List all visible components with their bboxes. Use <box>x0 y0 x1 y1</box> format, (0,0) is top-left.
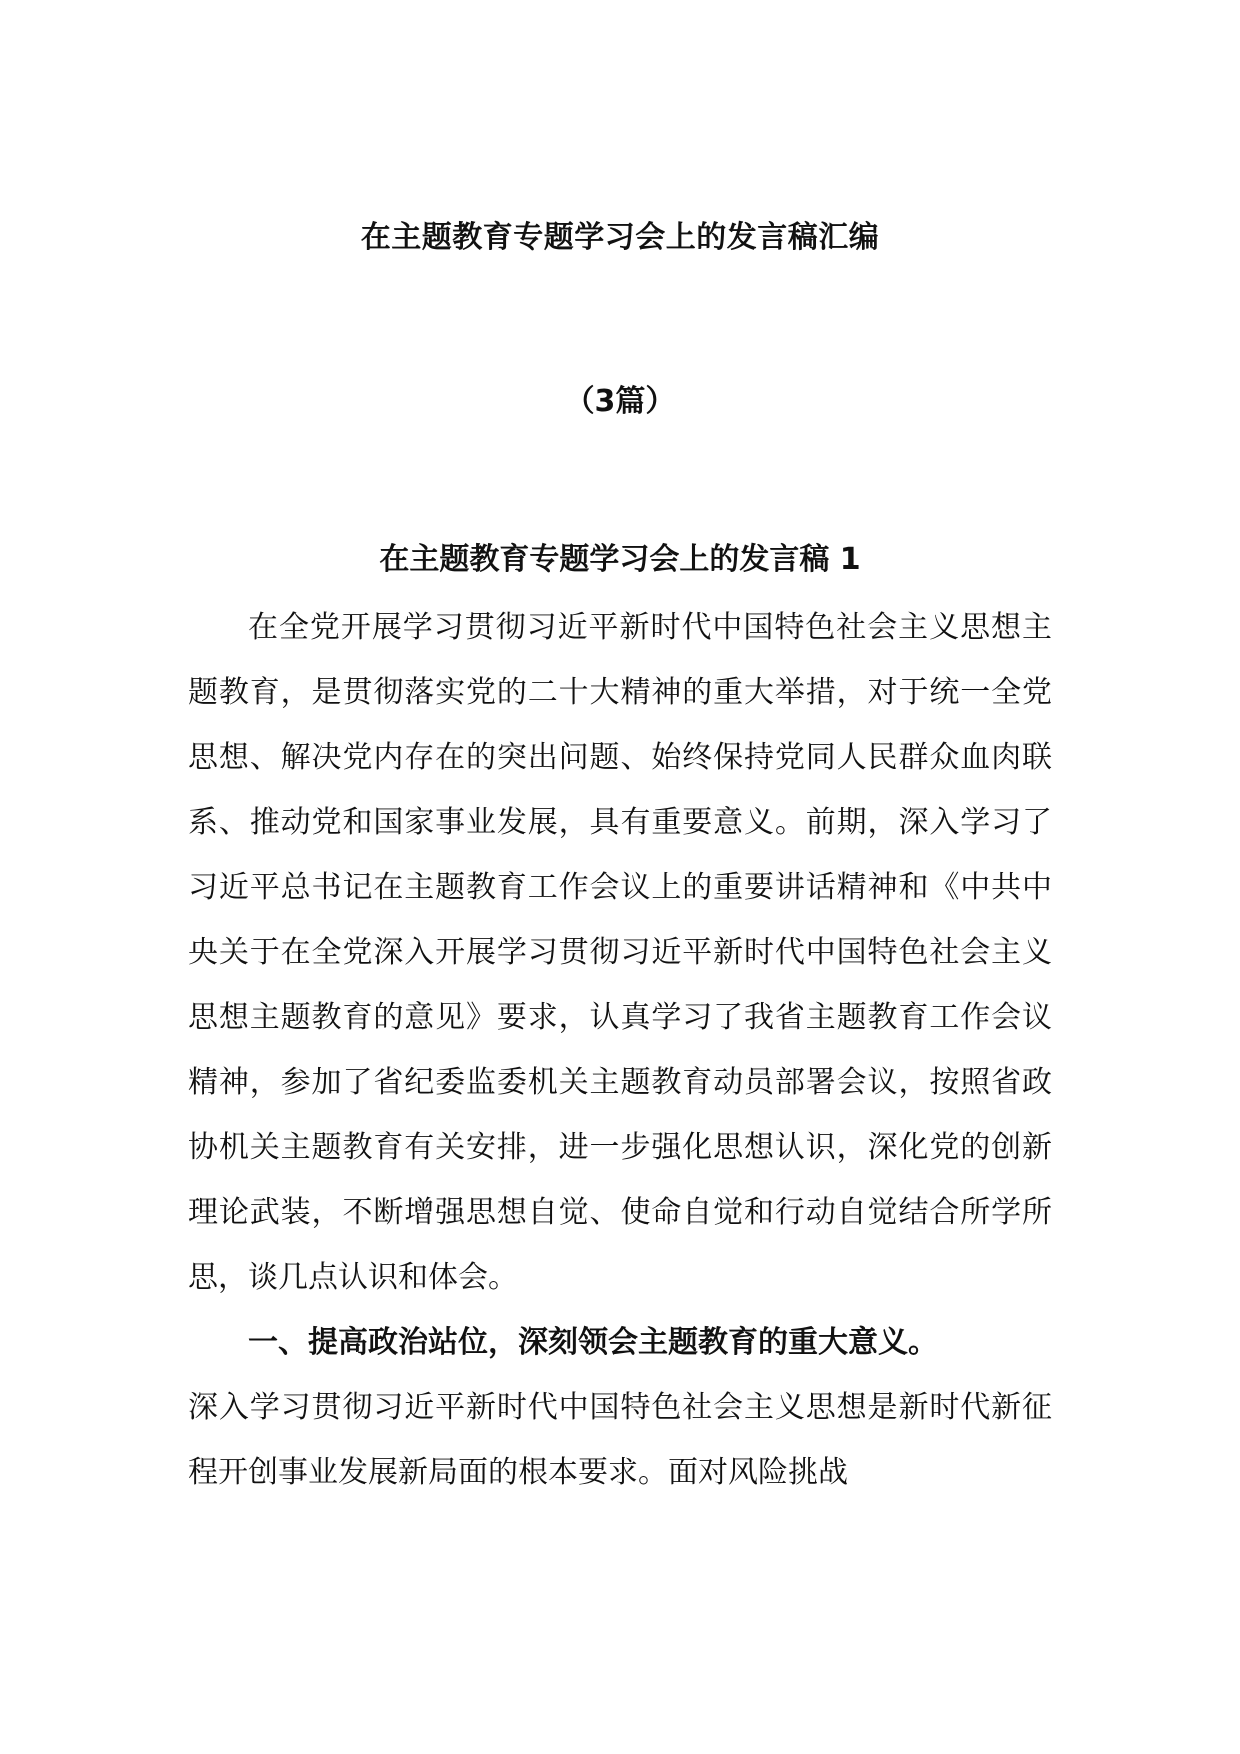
section-title: 在主题教育专题学习会上的发言稿 1 <box>379 542 861 577</box>
document-body <box>188 595 1052 1505</box>
paragraph: 深入学习贯彻习近平新时代中国特色社会主义思想是新时代新征程开创事业发展新局面的根本要求。面对风险挑战 <box>188 1390 1052 1490</box>
section-heading: 一、提高政治站位，深刻领会主题教育的重大意义。 <box>248 1325 938 1360</box>
document-subtitle: （3篇） <box>564 384 676 419</box>
document-title: 在主题教育专题学习会上的发言稿汇编 <box>360 220 880 255</box>
paragraph: 在全党开展学习贯彻习近平新时代中国特色社会主义思想主题教育，是贯彻落实党的二十大精神的重大举措，对于统一全党思想、解决党内存在的突出问题、始终保持党同人民群众血肉联系、推动党和国家事业发展，具有重要意义。前期，深入学习了习近平总书记在主题教育工作会议上的重要讲话精神和《中共中央关于在全党深入开展学习贯彻习近平新时代中国特色社会主义思想主题教育的意见》要求，认真学习了我省主题教育工作会议精神，参加了省纪委监委机关主题教育动员部署会议，按照省政协机关主题教育有关安排，进一步强化思想认识，深化党的创新理论武装，不断增强思想自觉、使命自觉和行动自觉结合所学所思，谈几点认识和体会。 <box>188 610 1052 1295</box>
